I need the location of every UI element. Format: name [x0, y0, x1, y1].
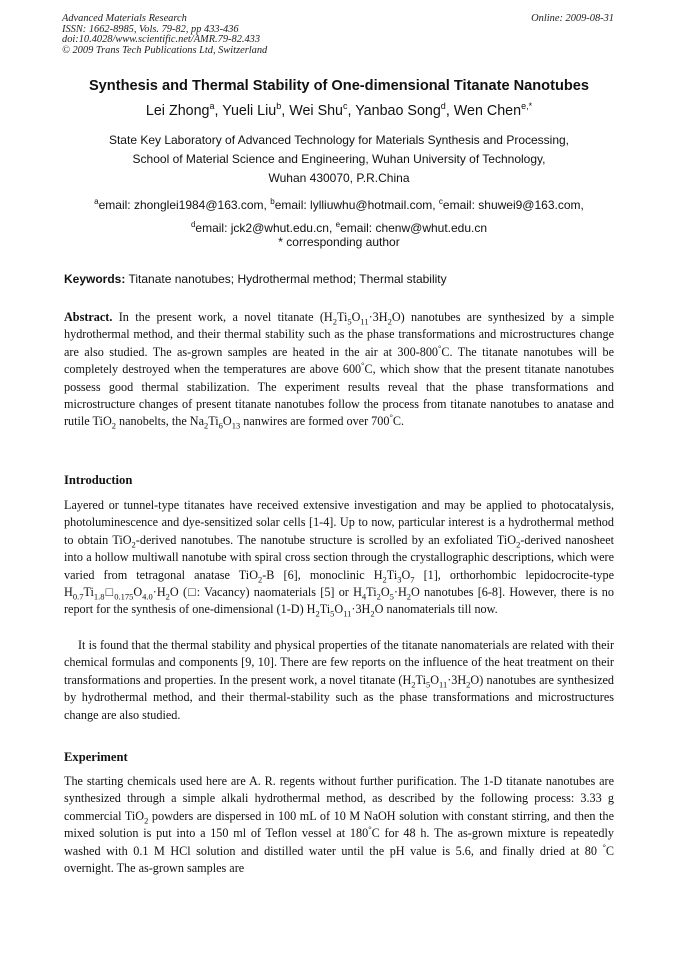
- author-affil-mark: b: [276, 101, 282, 111]
- author-affil-mark: a: [209, 101, 215, 111]
- author-separator: ,: [445, 102, 454, 119]
- abstract-text: In the present work, a novel titanate $(H_2Ti_5O_{11}\cdot 3H_2O)$ nanotubes are synthesized by a simple hydrothermal method, and their thermal stability such as the phase transformations and microstructures change are also studied. The as-grown samples are heated in the air at 300-800°C. The titanate nanotubes will be completely destroyed when the temperatures are above 600°C, which show that the present titanate nanotubes possess good thermal stabilization. The experiment results reveal that the phase transformations and microstructure changes of present titanate nanotubes follow the process from titanate nanotubes to anatase and rutile TiO$_2$ nanobelts, the $Na_2Ti_6O_{13}$ nanwires are formed over 700°C.: [64, 310, 614, 431]
- journal-name: Advanced Materials Research: [62, 13, 187, 24]
- author-affil-mark: e,*: [521, 101, 533, 111]
- author-name: Wen Chen: [453, 102, 522, 119]
- journal-header: [62, 14, 267, 56]
- author-name: Yueli Liu: [222, 102, 277, 119]
- author-name: Lei Zhong: [145, 102, 210, 119]
- affiliation-line: School of Material Science and Engineering, Wuhan University of Technology,: [132, 152, 546, 166]
- author-name: Yanbao Song: [355, 102, 441, 119]
- abstract-paragraph: [64, 309, 614, 431]
- email-a: email: zhonglei1984@163.com,: [98, 198, 271, 212]
- author-separator: ,: [347, 102, 356, 119]
- email-line: [0, 192, 678, 215]
- corresponding-author-note: * corresponding author: [278, 235, 400, 249]
- email-c: email: shuwei9@163.com,: [442, 198, 584, 212]
- email-b: email: lylliuwhu@hotmail.com,: [274, 198, 439, 212]
- experiment-paragraph-1: The starting chemicals used here are A. R. regents without further purification. The 1-D titanate nanotubes are synthesized through a simple alkali hydrothermal method, as described by the following process: 3.33 g commercial TiO$_2$ powders are dispersed in 100 mL of 10 M NaOH solution with constant stirring, and then the mixed solution is put into a 150 ml of Teflon vessel at 180°C for 48 h. The as-grown mixture is repeatedly washed with 0.1 M HCl solution and distilled water until the pH value is 5.6, and finally dried at 80 °C overnight. The as-grown samples are: [64, 774, 614, 876]
- email-e: email: chenw@whut.edu.cn: [340, 221, 488, 235]
- affiliation: [0, 131, 678, 188]
- author-name: Wei Shu: [289, 102, 344, 119]
- introduction-heading: Introduction: [64, 473, 133, 487]
- author-affil-mark: d: [440, 101, 446, 111]
- keywords: [64, 272, 447, 286]
- keywords-label: Keywords:: [64, 272, 126, 286]
- journal-doi: doi:10.4028/www.scientific.net/AMR.79-82.433: [62, 34, 261, 46]
- introduction-paragraph-2: It is found that the thermal stability and physical properties of the titanate nanomaterials are related with their chemical formulas and components [9, 10]. There are few reports on the influence of the heat treatment on their transformations and properties. In the present work, a novel titanate $(H_2Ti_5O_{11}\cdot 3H_2O)$ nanotubes are synthesized by hydrothermal method, and their thermal-stability such as the phase transformations and microstructures change are also studied.: [64, 638, 614, 722]
- author-separator: ,: [281, 102, 290, 119]
- email-list: [0, 192, 678, 238]
- journal-copyright: © 2009 Trans Tech Publications Ltd, Switzerland: [62, 44, 268, 56]
- journal-issn: ISSN: 1662-8985, Vols. 79-82, pp 433-436: [62, 23, 239, 35]
- email-mark: b: [270, 197, 275, 206]
- abstract-label: Abstract.: [64, 310, 113, 324]
- affiliation-line: Wuhan 430070, P.R.China: [268, 171, 410, 185]
- online-date: Online: 2009-08-31: [531, 13, 614, 24]
- email-mark: d: [190, 220, 196, 229]
- author-separator: ,: [214, 102, 223, 119]
- email-d: email: jck2@whut.edu.cn,: [195, 221, 336, 235]
- experiment-heading: Experiment: [64, 750, 128, 764]
- email-mark: a: [94, 197, 99, 206]
- author-list: [0, 101, 678, 119]
- email-mark: e: [335, 220, 341, 229]
- paper-title: Synthesis and Thermal Stability of One-dimensional Titanate Nanotubes: [88, 78, 590, 94]
- keywords-text: Titanate nanotubes; Hydrothermal method; Thermal stability: [125, 272, 447, 286]
- author-affil-mark: c: [343, 101, 348, 111]
- affiliation-line: State Key Laboratory of Advanced Technology for Materials Synthesis and Processing,: [108, 133, 570, 147]
- email-mark: c: [438, 197, 443, 206]
- introduction-paragraph-1: Layered or tunnel-type titanates have received extensive investigation and may be applied to photocatalysis, photoluminescence and dye-sensitized solar cells [1-4]. Up to now, particular interest is a hydrothermal method to obtain TiO$_2$-derived nanotubes. The nanotube structure is scrolled by an exfoliated TiO$_2$-derived nanosheet into a hollow multiwall nanotube with spiral cross section through the crystallographic descriptions, which were varied from tetragonal anatase TiO$_2$-B [6], monoclinic $H_2Ti_3O_7$ [1], orthorhombic lepidocrocite-type $H_{0.7}Ti_{1.8}□_{0.175}O_{4.0}\cdot H_2O$ (□: Vacancy) naomaterials [5] or $H_4Ti_2O_5\cdot H_2O$ nanotubes [6-8]. However, there is no report for the synthesis of one-dimensional (1-D) $H_2Ti_5O_{11}\cdot 3H_2O$ nanomaterials till now.: [64, 498, 614, 619]
